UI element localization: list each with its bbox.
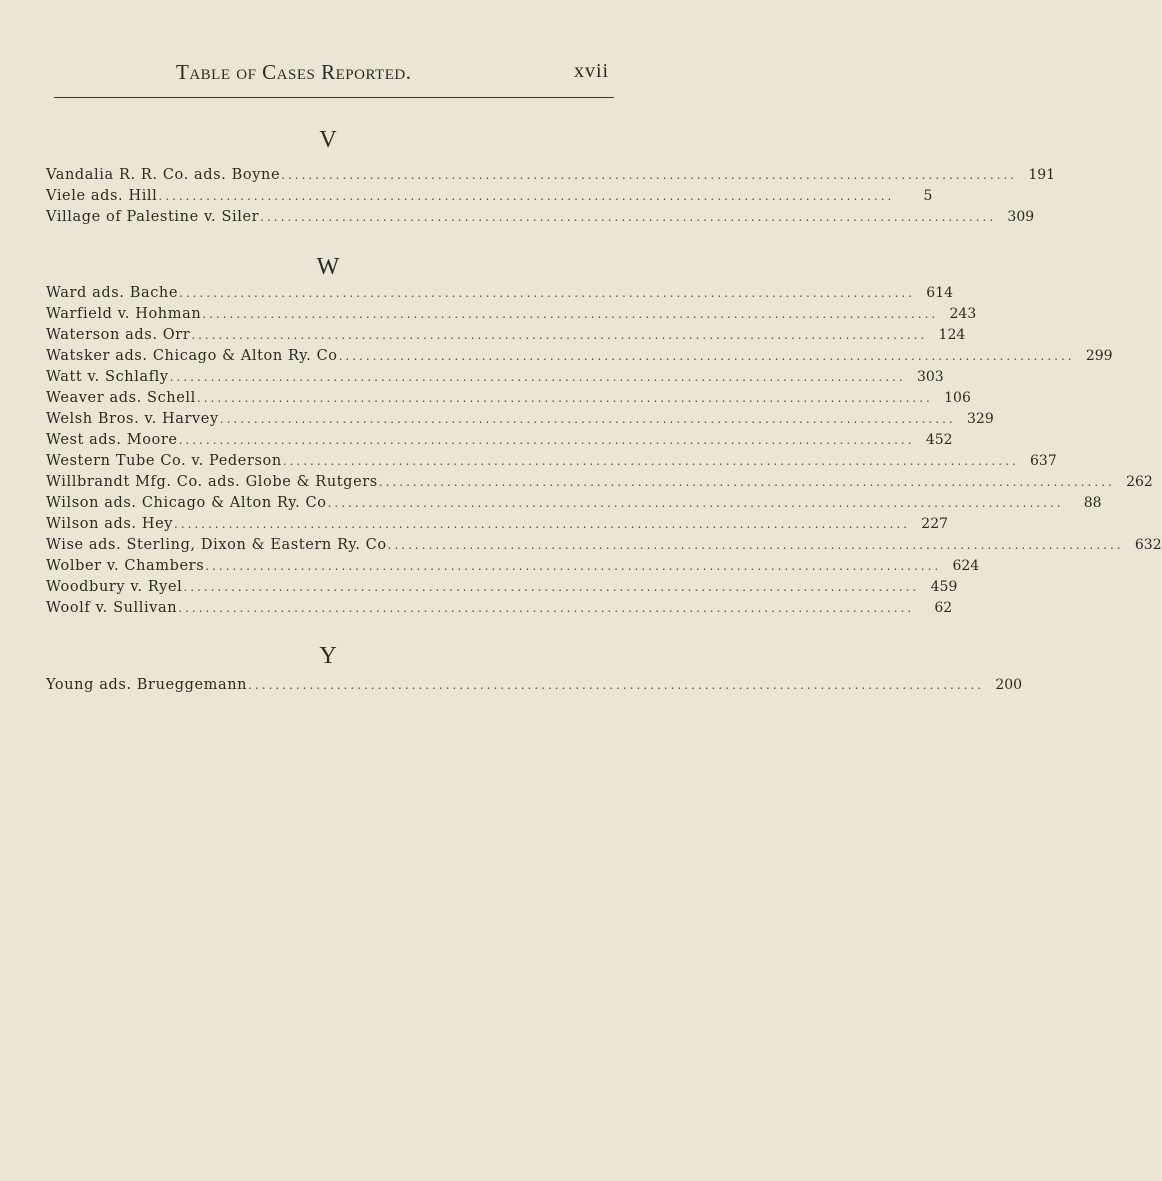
case-name: Wilson ads. Hey [46, 516, 174, 532]
case-name: Willbrandt Mfg. Co. ads. Globe & Rutgers [46, 474, 378, 490]
page-reference: 88 [1083, 495, 1102, 511]
section-y-entries [46, 677, 1023, 698]
case-name: Viele ads. Hill [46, 188, 158, 204]
case-entry [46, 348, 1113, 369]
case-entry [46, 285, 954, 306]
dot-leader: ............................................................................................................ [178, 601, 915, 615]
page-number: xvii [574, 60, 610, 82]
dot-leader: ............................................................................................................ [191, 328, 928, 342]
page-header [0, 58, 656, 94]
case-entry [46, 453, 1057, 474]
case-name: West ads. Moore [46, 432, 178, 448]
page-reference: 106 [944, 390, 971, 406]
dot-leader: ............................................................................................................ [205, 559, 942, 573]
case-name: Village of Palestine v. Siler [46, 209, 260, 225]
case-name: Woolf v. Sullivan [46, 600, 178, 616]
case-name: Vandalia R. R. Co. ads. Boyne [46, 167, 281, 183]
case-entry [46, 306, 977, 327]
header-rule [54, 97, 614, 98]
dot-leader: ............................................................................................................ [282, 454, 1019, 468]
case-name: Welsh Bros. v. Harvey [46, 411, 219, 427]
page-reference: 624 [952, 558, 980, 574]
section-w-entries [46, 285, 1162, 621]
dot-leader: ............................................................................................................ [202, 307, 939, 321]
dot-leader: ............................................................................................................ [179, 286, 916, 300]
dot-leader: ............................................................................................................ [387, 538, 1124, 552]
dot-leader: ............................................................................................................ [196, 391, 933, 405]
case-entry [46, 327, 966, 348]
page-reference: 200 [995, 677, 1023, 693]
page-reference: 329 [967, 411, 994, 427]
case-name: Western Tube Co. v. Pederson [46, 453, 282, 469]
case-name: Wolber v. Chambers [46, 558, 205, 574]
case-entry [46, 390, 971, 411]
page-reference: 124 [938, 327, 966, 343]
page-reference: 614 [926, 285, 954, 301]
page-reference: 452 [925, 432, 953, 448]
dot-leader: ............................................................................................................ [158, 189, 895, 203]
case-name: Wilson ads. Chicago & Alton Ry. Co [46, 495, 327, 511]
case-entry [46, 677, 1023, 698]
dot-leader: ............................................................................................................ [174, 517, 911, 531]
page-reference: 637 [1030, 453, 1057, 469]
dot-leader: ............................................................................................................ [327, 496, 1064, 510]
case-entry [46, 579, 958, 600]
case-entry [46, 558, 980, 579]
case-entry [46, 537, 1162, 558]
case-entry [46, 411, 994, 432]
running-title: Table of Cases Reported. [176, 60, 412, 84]
section-letter-w: W [316, 254, 340, 280]
case-entry [46, 432, 953, 453]
page-reference: 191 [1028, 167, 1056, 183]
case-entry [46, 369, 944, 390]
page-reference: 459 [930, 579, 958, 595]
case-entry [46, 495, 1102, 516]
page-reference: 299 [1085, 348, 1113, 364]
section-letter-v: V [319, 127, 337, 153]
case-name: Wise ads. Sterling, Dixon & Eastern Ry. Co [46, 537, 387, 553]
case-entry [46, 516, 949, 537]
case-name: Waterson ads. Orr [46, 327, 191, 343]
dot-leader: ............................................................................................................ [281, 168, 1018, 182]
case-entry [46, 474, 1153, 495]
case-name: Young ads. Brueggemann [46, 677, 248, 693]
page-reference: 62 [934, 600, 953, 616]
dot-leader: ............................................................................................................ [169, 370, 906, 384]
dot-leader: ............................................................................................................ [178, 433, 915, 447]
page-reference: 5 [923, 188, 933, 204]
dot-leader: ............................................................................................................ [338, 349, 1075, 363]
page-reference: 227 [921, 516, 949, 532]
case-entry [46, 167, 1056, 188]
page-reference: 303 [916, 369, 944, 385]
case-name: Watt v. Schlafly [46, 369, 169, 385]
dot-leader: ............................................................................................................ [378, 475, 1115, 489]
case-name: Watsker ads. Chicago & Alton Ry. Co [46, 348, 338, 364]
case-name: Weaver ads. Schell [46, 390, 196, 406]
case-name: Woodbury v. Ryel [46, 579, 183, 595]
page-reference: 632 [1134, 537, 1162, 553]
dot-leader: ............................................................................................................ [183, 580, 920, 594]
page-reference: 262 [1126, 474, 1153, 490]
case-entry [46, 600, 953, 621]
case-name: Ward ads. Bache [46, 285, 179, 301]
page-reference: 243 [949, 306, 977, 322]
case-entry [46, 209, 1035, 230]
dot-leader: ............................................................................................................ [260, 210, 997, 224]
case-name: Warfield v. Hohman [46, 306, 202, 322]
dot-leader: ............................................................................................................ [219, 412, 956, 426]
section-v-entries [46, 167, 1056, 230]
dot-leader: ............................................................................................................ [248, 678, 985, 692]
case-entry [46, 188, 933, 209]
page-reference: 309 [1007, 209, 1035, 225]
section-letter-y: Y [319, 643, 337, 669]
